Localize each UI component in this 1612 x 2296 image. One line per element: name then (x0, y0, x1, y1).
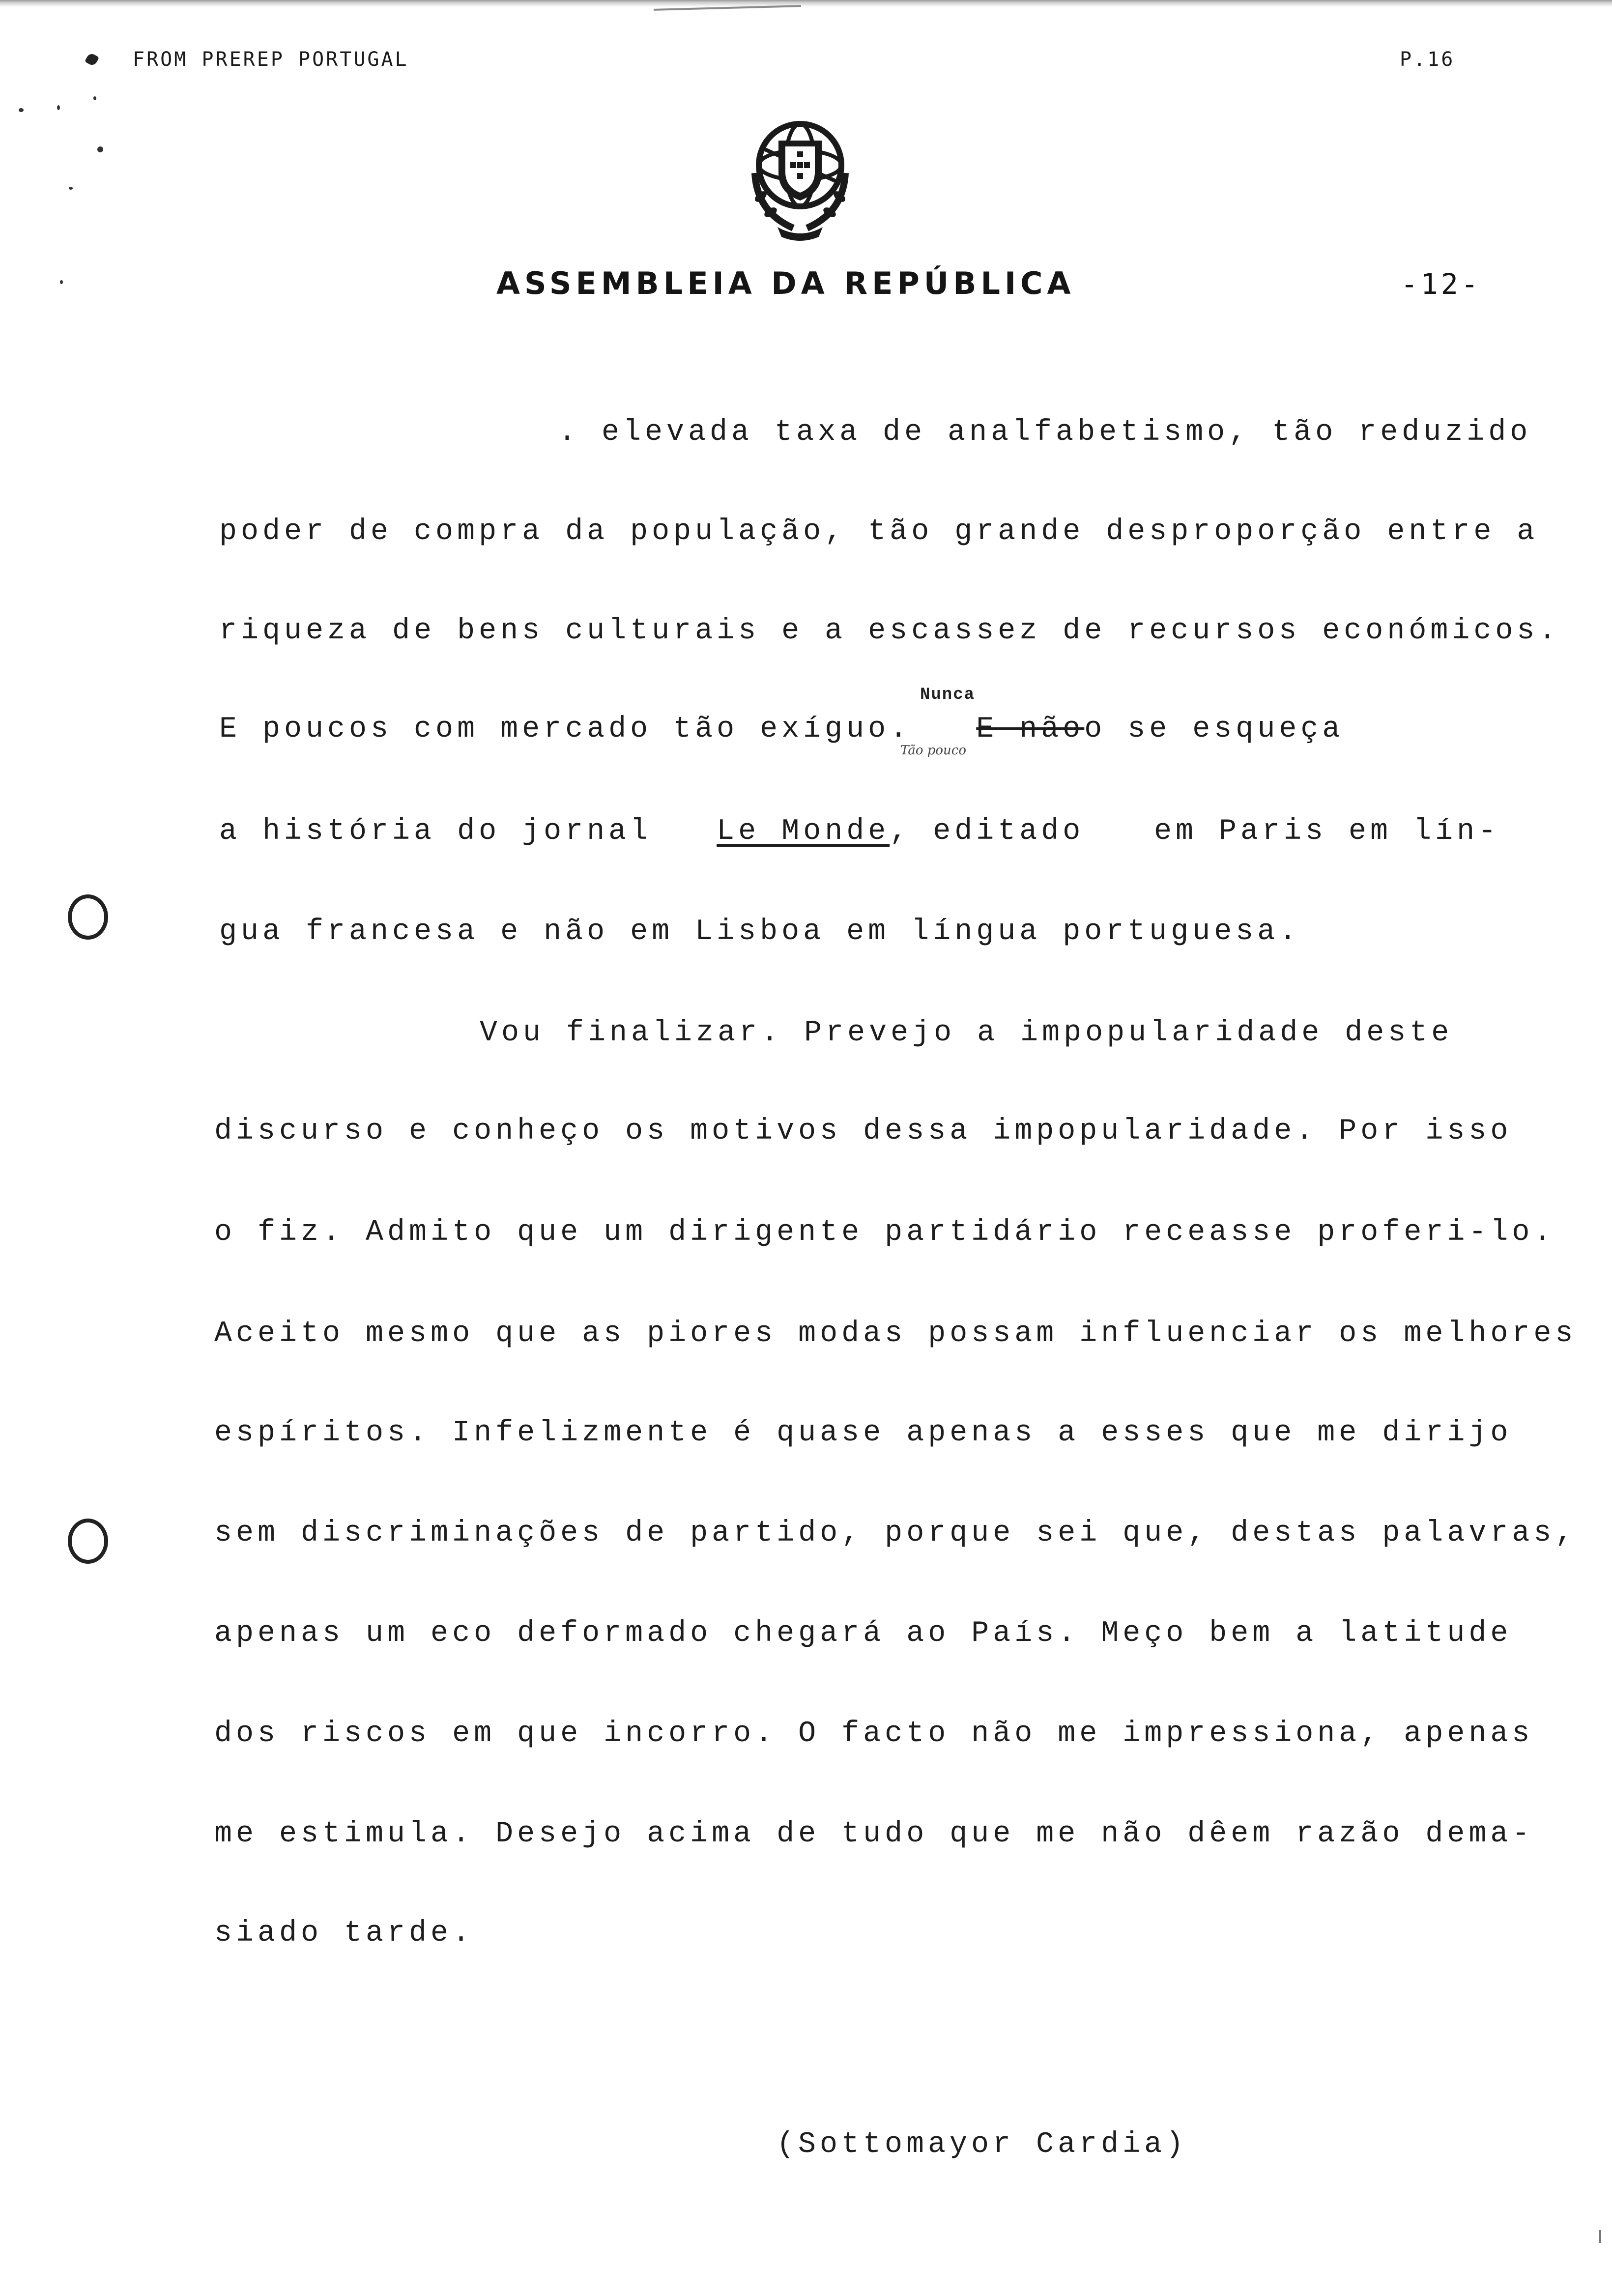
scan-speck (19, 108, 24, 112)
margin-mark (1599, 2230, 1601, 2243)
body-line-12: sem discriminações de partido, porque sei que, destas palavras, (214, 1517, 1577, 1550)
body-line-4-tail: o se esqueça (1084, 713, 1344, 746)
body-line-4-text: E poucos com mercado tão exíguo. (219, 713, 912, 746)
body-line-7: Vou finalizar. Prevejo a impopularidade deste (480, 1016, 1453, 1050)
fax-page-number: P.16 (1400, 48, 1455, 71)
letterhead-title: ASSEMBLEIA DA REPÚBLICA (496, 265, 1075, 301)
body-line-8: discurso e conheço os motivos dessa impopularidade. Por isso (214, 1115, 1512, 1148)
scan-speck (97, 146, 103, 152)
body-line-4 (219, 713, 1344, 746)
body-line-6: gua francesa e não em Lisboa em língua portuguesa. (219, 915, 1301, 948)
body-line-5-mid: , editado (890, 815, 1085, 848)
fax-marker-icon (85, 52, 99, 67)
body-line-13: apenas um eco deformado chegará ao País. Meço bem a latitude (214, 1617, 1512, 1650)
handwritten-correction-above: Nunca (920, 686, 976, 704)
body-line-2: poder de compra da população, tão grande desproporção entre a (219, 515, 1539, 548)
struck-out-text: E não (976, 713, 1085, 746)
handwritten-correction-below: Tão pouco (900, 743, 966, 758)
body-line-14: dos riscos em que incorro. O facto não me impressiona, apenas (214, 1717, 1534, 1751)
newspaper-title: Le Monde (717, 815, 890, 848)
body-line-16: siado tarde. (214, 1917, 474, 1950)
scan-speck (69, 187, 73, 190)
punch-hole (68, 894, 108, 940)
scan-speck (93, 96, 96, 100)
body-line-5-text: a história do jornal (219, 815, 652, 848)
body-line-5-end: em Paris em lín- (1154, 815, 1500, 848)
fax-from-line: FROM PREREP PORTUGAL (133, 48, 409, 71)
portuguese-coat-of-arms-icon (735, 114, 865, 241)
scan-speck (60, 280, 63, 284)
body-line-10: Aceito mesmo que as piores modas possam influenciar os melhores (214, 1317, 1577, 1350)
body-line-5 (219, 815, 1084, 848)
punch-hole (68, 1519, 108, 1564)
body-line-11: espíritos. Infelizmente é quase apenas a esses que me dirijo (214, 1416, 1512, 1450)
body-line-9: o fiz. Admito que um dirigente partidário receasse proferi-lo. (214, 1216, 1555, 1249)
body-line-1: . elevada taxa de analfabetismo, tão reduzido (558, 416, 1532, 449)
fax-scan-edge (0, 0, 1612, 7)
page-number: -12- (1401, 267, 1481, 301)
body-line-15: me estimula. Desejo acima de tudo que me não dêem razão dema- (214, 1817, 1534, 1851)
scan-speck (57, 105, 60, 110)
body-line-3: riqueza de bens culturais e a escassez de recursos económicos. (219, 614, 1560, 648)
signature-line: (Sottomayor Cardia) (777, 2128, 1188, 2161)
